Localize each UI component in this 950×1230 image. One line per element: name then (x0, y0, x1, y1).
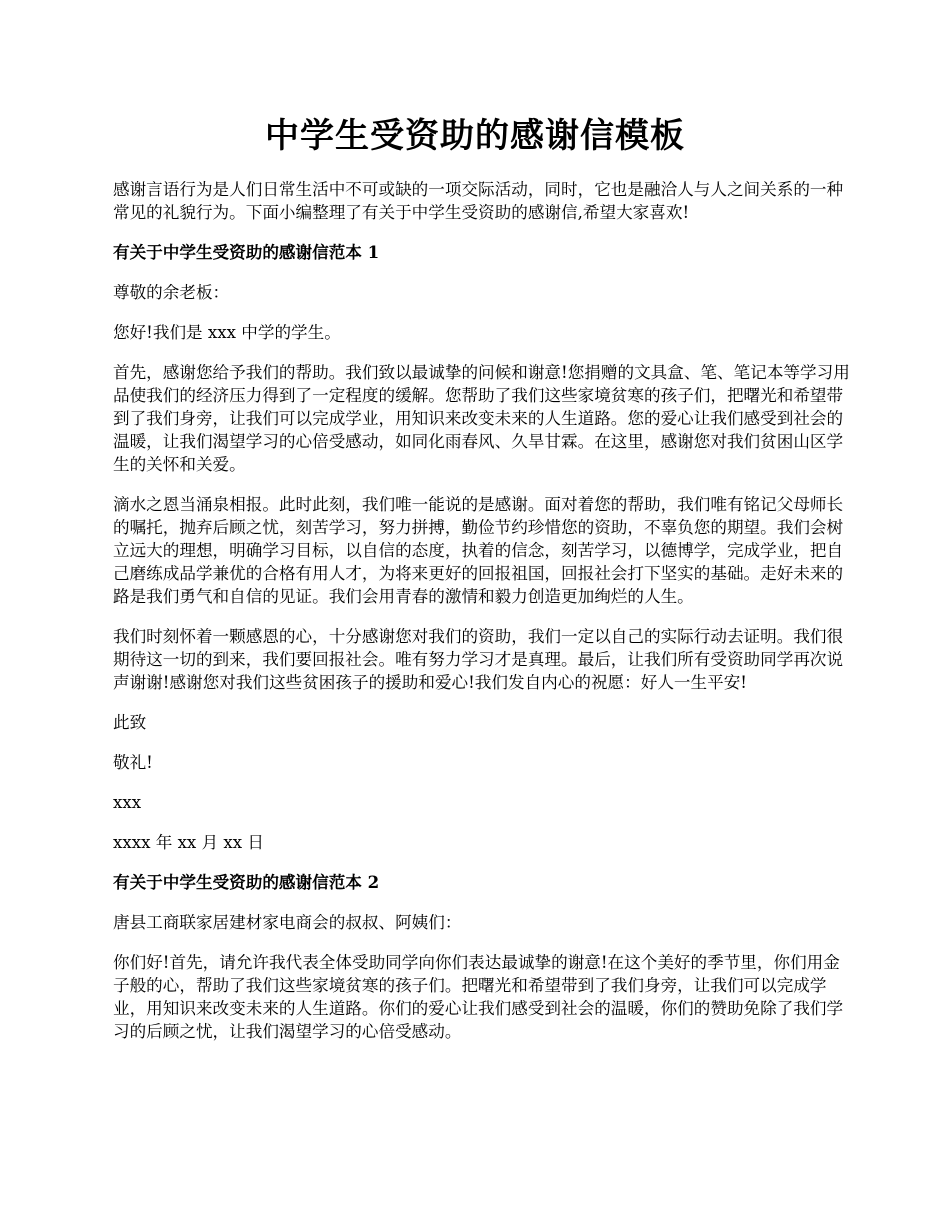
section-1-closing-1: 此致 (113, 713, 147, 732)
section-1-salutation: 尊敬的余老板： (113, 283, 230, 302)
section-1-date: xxxx 年 xx 月 xx 日 (113, 833, 265, 852)
section-2-heading: 有关于中学生受资助的感谢信范本 2 (113, 872, 380, 892)
page-title: 中学生受资助的感谢信模板 (265, 116, 685, 156)
section-1-paragraph-1: 首先，感谢您给予我们的帮助。我们致以最诚挚的问候和谢意!您捐赠的文具盒、笔、笔记本等学习用品使我们的经济压力得到了一定程度的缓解。您帮助了我们这些家境贫寒的孩子们，把曙光和希望带到了我们身旁，让我们可以完成学业，用知识来改变未来的人生道路。您的爱心让我们感受到社会的温暖，让我们渴望学习的心倍受感动，如同化雨春风、久旱甘霖。在这里，感谢您对我们贫困山区学生的关怀和关爱。 (113, 363, 850, 474)
section-1-heading: 有关于中学生受资助的感谢信范本 1 (113, 242, 380, 262)
section-2-paragraph: 你们好!首先，请允许我代表全体受助同学向你们表达最诚挚的谢意!在这个美好的季节里，你们用金子般的心，帮助了我们这些家境贫寒的孩子们。把曙光和希望带到了我们身旁，让我们可以完成学业，用知识来改变未来的人生道路。你们的爱心让我们感受到社会的温暖，你们的赞助免除了我们学习的后顾之忧，让我们渴望学习的心倍受感动。 (113, 953, 844, 1041)
section-1-greeting: 您好!我们是 xxx 中学的学生。 (113, 323, 341, 342)
document-body (113, 178, 850, 1060)
section-2-salutation: 唐县工商联家居建材家电商会的叔叔、阿姨们： (113, 913, 462, 932)
section-1-closing-2: 敬礼! (113, 753, 153, 772)
intro-paragraph: 感谢言语行为是人们日常生活中不可或缺的一项交际活动，同时，它也是融洽人与人之间关系的一种常见的礼貌行为。下面小编整理了有关于中学生受资助的感谢信,希望大家喜欢! (113, 180, 844, 222)
section-1-paragraph-2: 滴水之恩当涌泉相报。此时此刻，我们唯一能说的是感谢。面对着您的帮助，我们唯有铭记父母师长的嘱托，抛弃后顾之忧，刻苦学习，努力拼搏，勤俭节约珍惜您的资助，不辜负您的期望。我们会树立远大的理想，明确学习目标，以自信的态度，执着的信念，刻苦学习，以德博学，完成学业，把自己磨练成品学兼优的合格有用人才，为将来更好的回报祖国，回报社会打下坚实的基础。走好未来的路是我们勇气和自信的见证。我们会用青春的激情和毅力创造更加绚烂的人生。 (113, 495, 844, 606)
section-1-paragraph-3: 我们时刻怀着一颗感恩的心，十分感谢您对我们的资助，我们一定以自己的实际行动去证明。我们很期待这一切的到来，我们要回报社会。唯有努力学习才是真理。最后，让我们所有受资助同学再次说声谢谢!感谢您对我们这些贫困孩子的援助和爱心!我们发自内心的祝愿：好人一生平安! (113, 627, 844, 692)
section-1-signature: xxx (113, 793, 142, 812)
